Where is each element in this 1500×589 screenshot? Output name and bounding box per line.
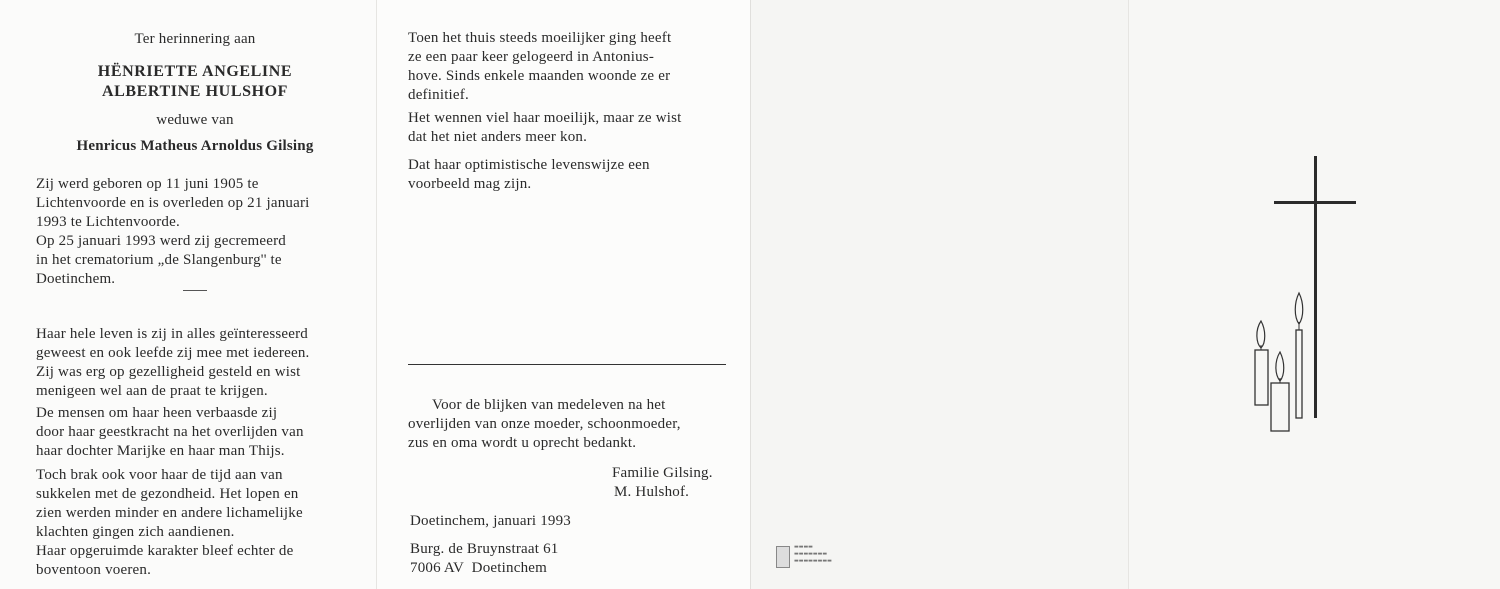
text-line: Zij was erg op gezelligheid gesteld en wist xyxy=(36,364,301,380)
deceased-name-line1: HËNRIETTE ANGELINE xyxy=(97,63,293,80)
text-line: haar dochter Marijke en haar man Thijs. xyxy=(36,443,285,459)
text-line: definitief. xyxy=(408,87,469,103)
bio-line: Lichtenvoorde en is overleden op 21 januari xyxy=(36,195,310,211)
text-line: zien werden minder en andere lichamelijke xyxy=(36,505,303,521)
family-signature: Familie Gilsing. xyxy=(612,465,713,481)
text-line: dat het niet anders meer kon. xyxy=(408,129,588,145)
text-line: Dat haar optimistische levenswijze een xyxy=(408,157,650,173)
text-line: boventoon voeren. xyxy=(36,562,152,578)
text-line: geweest en ook leefde zij mee met iedereen. xyxy=(36,345,310,361)
text-line: klachten gingen zich aandienen. xyxy=(36,524,235,540)
bio-line: Zij werd geboren op 11 juni 1905 te xyxy=(36,176,259,192)
text-line: ze een paar keer gelogeerd in Antonius- xyxy=(408,49,655,65)
text-line: Haar opgeruimde karakter bleef echter de xyxy=(36,543,294,559)
text-line: sukkelen met de gezondheid. Het lopen en xyxy=(36,486,299,502)
text-line: voorbeeld mag zijn. xyxy=(408,176,532,192)
text-line: menigeen wel aan de praat te krijgen. xyxy=(36,383,268,399)
bio-line: 1993 te Lichtenvoorde. xyxy=(36,214,180,230)
husband-name: Henricus Matheus Arnoldus Gilsing xyxy=(76,138,314,154)
text-line: door haar geestkracht na het overlijden van xyxy=(36,424,304,440)
text-line: Het wennen viel haar moeilijk, maar ze wist xyxy=(408,110,682,126)
address-city: 7006 AV Doetinchem xyxy=(410,560,547,576)
text-line: Voor de blijken van medeleven na het xyxy=(432,397,666,413)
text-line: De mensen om haar heen verbaasde zij xyxy=(36,405,278,421)
printer-mark xyxy=(776,544,866,570)
address-street: Burg. de Bruynstraat 61 xyxy=(410,541,559,557)
place-date: Doetinchem, januari 1993 xyxy=(410,513,572,529)
bio-line: Doetinchem. xyxy=(36,271,116,287)
printer-mark-text: ▬▬▬▬ ▬▬▬▬▬▬▬ ▬▬▬▬▬▬▬▬ xyxy=(794,544,832,564)
text-line: Toen het thuis steeds moeilijker ging heeft xyxy=(408,30,672,46)
bio-line: Op 25 januari 1993 werd zij gecremeerd xyxy=(36,233,287,249)
separator-rule xyxy=(408,364,726,365)
widow-text: weduwe van xyxy=(156,112,234,128)
text-line: hove. Sinds enkele maanden woonde ze er xyxy=(408,68,671,84)
left-page xyxy=(0,0,376,589)
family-signature-2: M. Hulshof. xyxy=(614,484,690,500)
back-page xyxy=(750,0,1129,589)
middle-page xyxy=(376,0,751,589)
bio-line: in het crematorium „de Slangenburg'' te xyxy=(36,252,282,268)
printer-logo-icon xyxy=(776,546,790,568)
intro-text: Ter herinnering aan xyxy=(134,31,256,47)
cross-candles-icon xyxy=(1248,150,1360,435)
separator-dash xyxy=(183,290,207,291)
text-line: Haar hele leven is zij in alles geïnteresseerd xyxy=(36,326,309,342)
text-line: Toch brak ook voor haar de tijd aan van xyxy=(36,467,283,483)
text-line: zus en oma wordt u oprecht bedankt. xyxy=(408,435,637,451)
text-line: overlijden van onze moeder, schoonmoeder, xyxy=(408,416,681,432)
deceased-name-line2: ALBERTINE HULSHOF xyxy=(101,83,289,100)
